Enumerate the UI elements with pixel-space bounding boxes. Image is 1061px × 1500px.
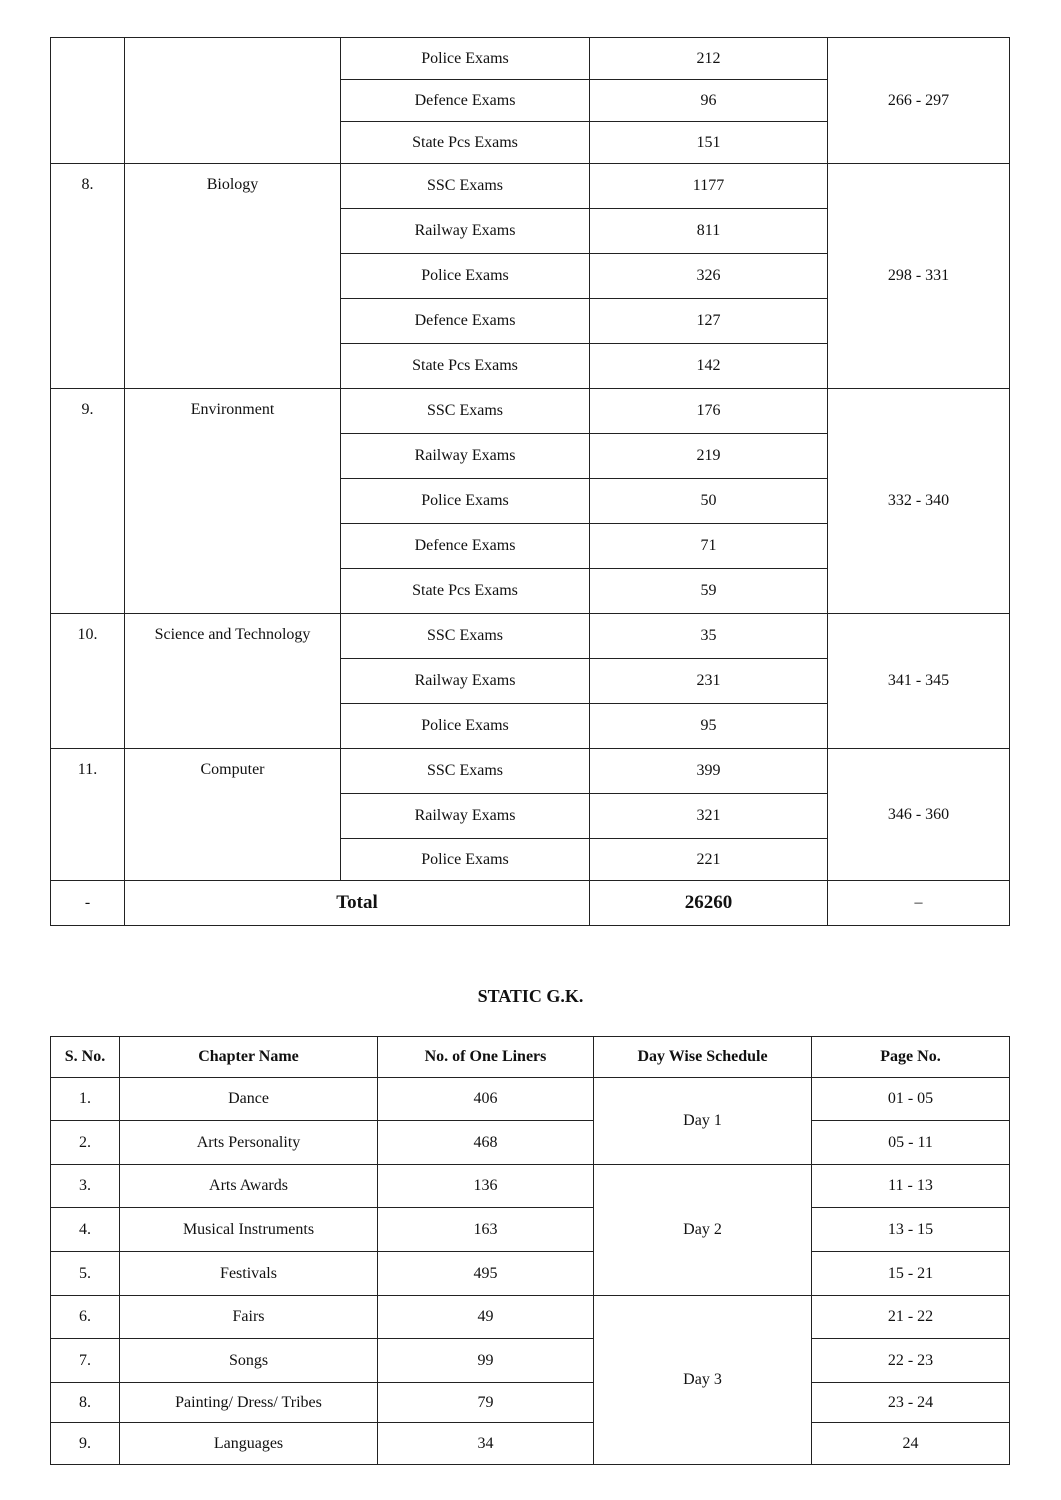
exam-name: Defence Exams (341, 524, 590, 569)
chapter-name: Songs (120, 1339, 378, 1383)
liners-count: 136 (378, 1165, 594, 1208)
header-liners: No. of One Liners (378, 1037, 594, 1078)
header-day: Day Wise Schedule (594, 1037, 812, 1078)
question-count: 176 (590, 389, 828, 434)
serial-number: 7. (51, 1339, 120, 1383)
question-count: 321 (590, 794, 828, 839)
page-range: 21 - 22 (812, 1296, 1010, 1339)
exam-name: Police Exams (341, 479, 590, 524)
serial-number: 1. (51, 1078, 120, 1121)
serial-number (51, 38, 125, 164)
table-row (51, 389, 1010, 434)
exam-name: Railway Exams (341, 209, 590, 254)
question-count: 326 (590, 254, 828, 299)
serial-number: 6. (51, 1296, 120, 1339)
exam-name: Railway Exams (341, 659, 590, 704)
serial-number: 9. (51, 389, 125, 614)
day-schedule: Day 1 (594, 1078, 812, 1165)
page-range: 24 (812, 1423, 1010, 1465)
question-count: 231 (590, 659, 828, 704)
question-count: 142 (590, 344, 828, 389)
exam-name: Railway Exams (341, 794, 590, 839)
subject-name: Science and Technology (125, 614, 341, 749)
subject-name: Computer (125, 749, 341, 881)
liners-count: 406 (378, 1078, 594, 1121)
header-row (51, 1037, 1010, 1078)
day-schedule: Day 2 (594, 1165, 812, 1296)
page-range: 298 - 331 (828, 164, 1010, 389)
page-range: 05 - 11 (812, 1121, 1010, 1165)
chapter-name: Dance (120, 1078, 378, 1121)
question-count: 59 (590, 569, 828, 614)
exam-name: SSC Exams (341, 614, 590, 659)
exam-name: Defence Exams (341, 80, 590, 122)
page-range: 13 - 15 (812, 1208, 1010, 1252)
table-row (51, 1078, 1010, 1121)
question-count: 50 (590, 479, 828, 524)
chapter-name: Arts Awards (120, 1165, 378, 1208)
chapter-name: Festivals (120, 1252, 378, 1296)
page-range: 346 - 360 (828, 749, 1010, 881)
chapter-name: Languages (120, 1423, 378, 1465)
table-row (51, 1339, 1010, 1383)
exam-name: Defence Exams (341, 299, 590, 344)
chapter-name: Musical Instruments (120, 1208, 378, 1252)
exam-name: SSC Exams (341, 389, 590, 434)
exam-name: SSC Exams (341, 164, 590, 209)
table-row (51, 1423, 1010, 1465)
page-range: 341 - 345 (828, 614, 1010, 749)
liners-count: 495 (378, 1252, 594, 1296)
liners-count: 49 (378, 1296, 594, 1339)
exam-name: State Pcs Exams (341, 122, 590, 164)
header-pages: Page No. (812, 1037, 1010, 1078)
serial-number: 8. (51, 164, 125, 389)
total-sno: - (51, 881, 125, 926)
liners-count: 163 (378, 1208, 594, 1252)
page-range: 15 - 21 (812, 1252, 1010, 1296)
table-row (51, 164, 1010, 209)
total-count: 26260 (590, 881, 828, 926)
question-count: 219 (590, 434, 828, 479)
exam-name: Police Exams (341, 839, 590, 881)
exam-name: State Pcs Exams (341, 569, 590, 614)
table-row (51, 1165, 1010, 1208)
header-sno: S. No. (51, 1037, 120, 1078)
question-count: 212 (590, 38, 828, 80)
exam-name: State Pcs Exams (341, 344, 590, 389)
table-row (51, 1252, 1010, 1296)
liners-count: 99 (378, 1339, 594, 1383)
serial-number: 5. (51, 1252, 120, 1296)
table-row (51, 38, 1010, 80)
question-count: 399 (590, 749, 828, 794)
page-range: 22 - 23 (812, 1339, 1010, 1383)
exam-name: Police Exams (341, 38, 590, 80)
exam-name: SSC Exams (341, 749, 590, 794)
total-label: Total (125, 881, 590, 926)
serial-number: 8. (51, 1383, 120, 1423)
question-count: 71 (590, 524, 828, 569)
question-count: 1177 (590, 164, 828, 209)
header-chapter: Chapter Name (120, 1037, 378, 1078)
chapter-name: Painting/ Dress/ Tribes (120, 1383, 378, 1423)
page-range: 266 - 297 (828, 38, 1010, 164)
table-row (51, 1121, 1010, 1165)
total-pages: – (828, 881, 1010, 926)
subject-name: Biology (125, 164, 341, 389)
syllabus-table (50, 37, 1010, 926)
page-range: 01 - 05 (812, 1078, 1010, 1121)
question-count: 96 (590, 80, 828, 122)
serial-number: 2. (51, 1121, 120, 1165)
question-count: 811 (590, 209, 828, 254)
question-count: 95 (590, 704, 828, 749)
table-row (51, 614, 1010, 659)
question-count: 151 (590, 122, 828, 164)
subject-name (125, 38, 341, 164)
chapter-name: Fairs (120, 1296, 378, 1339)
liners-count: 79 (378, 1383, 594, 1423)
page-range: 23 - 24 (812, 1383, 1010, 1423)
liners-count: 468 (378, 1121, 594, 1165)
table-row (51, 1296, 1010, 1339)
serial-number: 3. (51, 1165, 120, 1208)
day-schedule: Day 3 (594, 1296, 812, 1465)
total-row (51, 881, 1010, 926)
exam-name: Police Exams (341, 254, 590, 299)
chapter-name: Arts Personality (120, 1121, 378, 1165)
serial-number: 10. (51, 614, 125, 749)
section-title: STATIC G.K. (477, 986, 584, 1006)
serial-number: 9. (51, 1423, 120, 1465)
question-count: 127 (590, 299, 828, 344)
liners-count: 34 (378, 1423, 594, 1465)
static-gk-table (50, 1036, 1010, 1465)
table-row (51, 749, 1010, 794)
serial-number: 4. (51, 1208, 120, 1252)
question-count: 221 (590, 839, 828, 881)
serial-number: 11. (51, 749, 125, 881)
subject-name: Environment (125, 389, 341, 614)
page-range: 332 - 340 (828, 389, 1010, 614)
page-range: 11 - 13 (812, 1165, 1010, 1208)
question-count: 35 (590, 614, 828, 659)
table-row (51, 1208, 1010, 1252)
exam-name: Police Exams (341, 704, 590, 749)
table-row (51, 1383, 1010, 1423)
exam-name: Railway Exams (341, 434, 590, 479)
